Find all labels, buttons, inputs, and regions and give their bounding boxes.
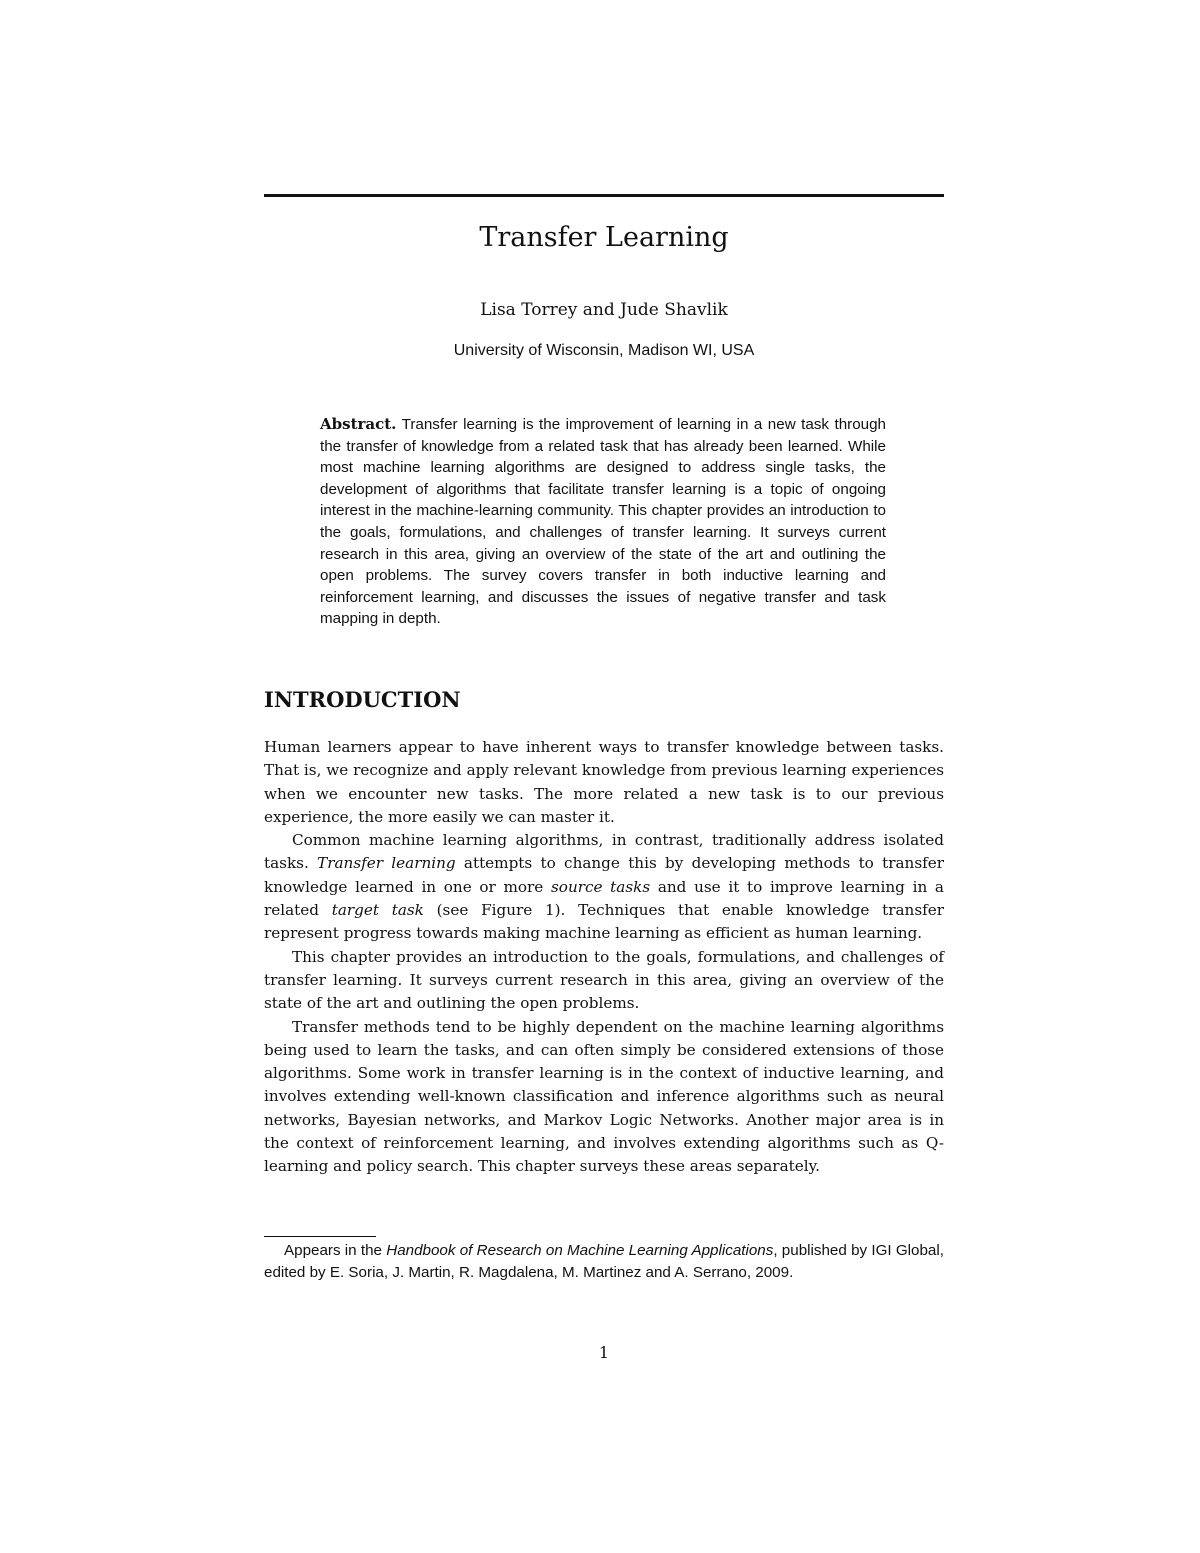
footnote-text-b: , published by IGI Global, edited by E. Soria, J. Martin, R. Magdalena, M. Martinez and A. Serrano, 2009. [264, 1242, 944, 1281]
paragraph-2 [264, 829, 944, 945]
paper-title: Transfer Learning [479, 222, 729, 253]
footnote-book-title: Handbook of Research on Machine Learning Applications [386, 1242, 774, 1259]
footnote-text-a: Appears in the [284, 1242, 387, 1259]
abstract-label: Abstract. [320, 415, 397, 433]
abstract-text: Transfer learning is the improvement of learning in a new task through the transfer of knowledge from a related task that has already been learned. While most machine learning algorithms are designed to address single tasks, the development of algorithms that facilitate transfer learning is a topic of ongoing interest in the machine-learning community. This chapter provides an introduction to the goals, formulations, and challenges of transfer learning. It surveys current research in this area, giving an overview of the state of the art and outlining the open problems. The survey covers transfer in both inductive learning and reinforcement learning, and discusses the issues of negative transfer and task mapping in depth. [320, 416, 886, 628]
paragraph-2-text-a: Common machine learning algorithms, in contrast, traditionally address isolated tasks. [264, 831, 944, 873]
affiliation: University of Wisconsin, Madison WI, USA [453, 342, 755, 359]
page-number: 1 [598, 1343, 610, 1362]
footnote [264, 1240, 944, 1283]
paragraph-2-text-b: attempts to change this by developing methods to transfer knowledge learned in one or more [264, 854, 944, 896]
abstract [320, 414, 886, 630]
paragraph-4: Transfer methods tend to be highly dependent on the machine learning algorithms being used to learn the tasks, and can often simply be considered extensions of those algorithms. Some work in transfer learning is in the context of inductive learning, and involves extending well-known classification and inference algorithms such as neural networks, Bayesian networks, and Markov Logic Networks. Another major area is in the context of reinforcement learning, and involves extending algorithms such as Q-learning and policy search. This chapter surveys these areas separately. [264, 1017, 944, 1176]
term-source-tasks: source tasks [551, 877, 651, 896]
body-text [264, 736, 944, 1179]
top-rule [264, 194, 944, 197]
term-target-task: target task [331, 901, 424, 920]
term-transfer-learning: Transfer learning [317, 854, 456, 873]
paragraph-2-text-d: (see Figure 1). Techniques that enable knowledge transfer represent progress towards making machine learning as efficient as human learning. [264, 901, 944, 943]
paragraph-1: Human learners appear to have inherent ways to transfer knowledge between tasks. That is, we recognize and apply relevant knowledge from previous learning experiences when we encounter new tasks. The more related a new task is to our previous experience, the more easily we can master it. [264, 738, 944, 826]
paragraph-3: This chapter provides an introduction to the goals, formulations, and challenges of transfer learning. It surveys current research in this area, giving an overview of the state of the art and outlining the open problems. [264, 947, 944, 1013]
footnote-rule [264, 1236, 376, 1237]
paragraph-2-text-c: and use it to improve learning in a related [264, 877, 944, 920]
authors: Lisa Torrey and Jude Shavlik [480, 300, 728, 320]
section-heading: INTRODUCTION [264, 687, 461, 712]
